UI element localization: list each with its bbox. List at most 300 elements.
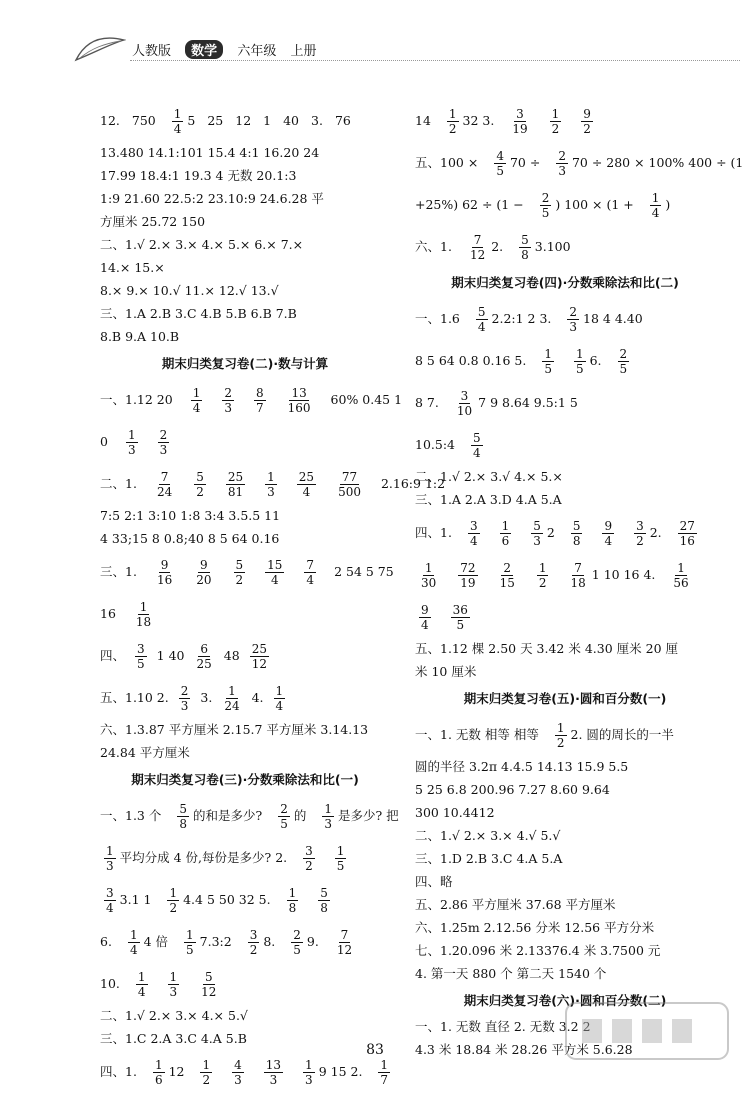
volume-label: 上册 (290, 44, 317, 59)
fraction-group (145, 559, 326, 586)
denominator: 4 (106, 900, 114, 915)
fraction (128, 929, 140, 956)
answer-line (100, 379, 403, 421)
fraction (471, 432, 483, 459)
denominator: 30 (421, 575, 437, 590)
numerator: 1 (551, 106, 560, 121)
section-title: 期末归类复习卷(六)·圆和百分数(二) (463, 992, 667, 1008)
answer-line: 14.× 15.× (100, 260, 165, 276)
answer-line: 5 25 6.8 200.96 7.27 8.60 9.64 (415, 782, 610, 798)
fraction (286, 387, 313, 414)
denominator: 500 (338, 484, 361, 499)
denominator: 5 (336, 858, 345, 873)
answer-line (415, 226, 715, 268)
fraction (650, 192, 662, 219)
edition-label: 人教版 (132, 44, 172, 59)
numerator: 3 (249, 927, 258, 942)
numerator: 7 (160, 469, 169, 484)
fraction (270, 685, 290, 712)
fraction (419, 562, 438, 589)
numerator: 5 (572, 518, 581, 533)
answer-line: 圆的半径 3.2π 4.4.5 14.13 15.9 5.5 (415, 759, 629, 775)
answer-line: 六、1.25m 2.12.56 分米 12.56 平方分米 (415, 920, 655, 936)
fraction (168, 971, 180, 998)
numerator: 13 (291, 385, 307, 400)
text-run: 四、 (100, 647, 126, 663)
text-run: 一、1.3 个 (100, 807, 162, 823)
numerator: 1 (575, 346, 584, 361)
denominator: 2 (305, 858, 313, 873)
fraction (335, 929, 354, 956)
fraction (336, 471, 363, 498)
text-run: 二、1. (100, 475, 137, 491)
numerator: 1 (106, 843, 114, 858)
fraction (167, 887, 179, 914)
text-run: 4.4 5 50 32 5. (183, 891, 271, 907)
numerator: 2 (558, 148, 566, 163)
text-run: 1 (263, 112, 272, 128)
text-run: 3. (200, 689, 213, 705)
fraction (468, 234, 487, 261)
denominator: 8 (572, 533, 581, 548)
denominator: 5 (544, 361, 552, 376)
answer-line (100, 677, 390, 719)
answer-line: 4. 第一天 880 个 第二天 1540 个 (415, 966, 607, 982)
denominator: 4 (473, 445, 481, 460)
answer-line: 二、1.√ 2.× 3.× 4.× 5.× 6.× 7.× (100, 237, 304, 253)
answer-line (100, 837, 390, 879)
denominator: 24 (224, 698, 240, 713)
text-run: 一、1.12 20 (100, 391, 173, 407)
text-run: 0 (100, 433, 108, 449)
denominator: 8 (521, 247, 529, 262)
fraction (175, 685, 195, 712)
numerator: 5 (477, 304, 486, 319)
denominator: 5 (280, 816, 288, 831)
fraction (265, 471, 277, 498)
numerator: 72 (460, 560, 476, 575)
denominator: 2 (556, 735, 565, 750)
fraction (519, 234, 531, 261)
text-run: 五、1.10 2. (100, 689, 169, 705)
text-run: 7 9 8.64 9.5:1 5 (478, 394, 578, 410)
fraction (568, 562, 587, 589)
denominator: 3 (558, 163, 566, 178)
numerator: 5 (204, 969, 213, 984)
answer-line (415, 184, 715, 226)
numerator: 2 (224, 385, 232, 400)
fraction (177, 803, 189, 830)
text-run: 五、100 × (415, 154, 479, 170)
numerator: 3 (137, 641, 145, 656)
fraction (218, 685, 245, 712)
denominator: 12 (251, 656, 267, 671)
text-run: 2. (649, 524, 662, 540)
denominator: 15 (499, 575, 515, 590)
numerator: 9 (604, 518, 613, 533)
denominator: 2 (538, 575, 547, 590)
fraction (322, 803, 334, 830)
denominator: 2 (448, 121, 457, 136)
numerator: 1 (380, 1057, 389, 1072)
fraction (153, 1059, 165, 1086)
numerator: 5 (473, 430, 481, 445)
fraction (468, 520, 480, 547)
text-run: 是多少? 把 (338, 807, 399, 823)
numerator: 1 (139, 599, 148, 614)
section-title: 期末归类复习卷(四)·分数乘除法和比(二) (451, 274, 679, 290)
numerator: 77 (341, 469, 358, 484)
text-run: ) 100 × (1 + (555, 196, 634, 212)
denominator: 4 (306, 572, 315, 587)
numerator: 1 (501, 518, 510, 533)
fraction (278, 803, 290, 830)
watermark-logo (562, 999, 732, 1063)
fraction-group (116, 429, 179, 456)
answer-line: 8.B 9.A 10.B (100, 329, 180, 345)
denominator: 2 (169, 900, 178, 915)
text-run: 6. (100, 933, 112, 949)
fraction (155, 559, 174, 586)
denominator: 12 (336, 942, 353, 957)
text-run: 2.2:1 2 3. (491, 310, 552, 326)
fraction (265, 559, 284, 586)
answer-line (415, 298, 715, 340)
fraction (494, 150, 506, 177)
numerator: 8 (256, 385, 264, 400)
denominator: 3 (305, 1072, 313, 1087)
denominator: 5 (541, 205, 550, 220)
fraction (199, 971, 218, 998)
fraction (222, 685, 241, 712)
answer-line: 8.× 9.× 10.√ 11.× 12.√ 13.√ (100, 283, 279, 299)
numerator: 3 (460, 388, 469, 403)
denominator: 4 (302, 484, 311, 499)
numerator: 1 (129, 927, 138, 942)
answer-line: 米 10 厘米 (415, 664, 477, 680)
denominator: 8 (288, 900, 297, 915)
text-run: 70 ÷ (509, 154, 541, 170)
numerator: 5 (521, 232, 529, 247)
text-run: 12 (235, 112, 252, 128)
answer-line: 二、1.√ 2.× 3.× 4.√ 5.√ (415, 828, 561, 844)
denominator: 3 (324, 816, 332, 831)
denominator: 5 (137, 656, 145, 671)
section-title: 期末归类复习卷(二)·数与计算 (161, 355, 329, 371)
fraction (287, 887, 299, 914)
denominator: 3 (180, 698, 189, 713)
answer-line: 三、1.A 2.A 3.D 4.A 5.A (415, 492, 562, 508)
denominator: 7 (256, 400, 264, 415)
numerator: 1 (336, 843, 345, 858)
numerator: 1 (127, 427, 136, 442)
denominator: 5 (293, 942, 301, 957)
fraction (500, 520, 512, 547)
text-run: 平均分成 4 份,每份是多少? 2. (119, 849, 288, 865)
fraction (155, 471, 174, 498)
answer-line: 五、2.86 平方厘米 37.68 平方厘米 (415, 897, 616, 913)
fraction (556, 150, 568, 177)
fraction (194, 471, 206, 498)
answer-line: 方厘米 25.72 150 (100, 214, 206, 230)
numerator: 1 (651, 190, 660, 205)
numerator: 5 (196, 469, 204, 484)
denominator: 3 (569, 319, 578, 334)
numerator: 5 (533, 518, 541, 533)
denominator: 10 (456, 403, 473, 418)
fraction (451, 604, 470, 631)
leaf-icon (74, 34, 126, 64)
fraction (131, 643, 151, 670)
answer-line: 17.99 18.4:1 19.3 4 无数 20.1:3 (100, 168, 297, 184)
text-run: 32 3. (462, 112, 495, 128)
numerator: 2 (503, 560, 512, 575)
fraction (232, 1059, 244, 1086)
numerator: 1 (424, 560, 433, 575)
denominator: 4 (469, 533, 478, 548)
numerator: 2 (569, 304, 578, 319)
fraction (458, 562, 477, 589)
numerator: 3 (636, 518, 644, 533)
fraction-group (145, 471, 373, 498)
fraction (246, 643, 273, 670)
answer-line (415, 512, 715, 554)
fraction (537, 562, 549, 589)
denominator: 8 (179, 816, 187, 831)
fraction (602, 520, 614, 547)
text-run: 1 10 16 4. (591, 566, 656, 582)
answer-line (415, 424, 715, 466)
answer-line (100, 421, 390, 463)
fraction (254, 387, 266, 414)
denominator: 3 (234, 1072, 242, 1087)
denominator: 3 (267, 484, 275, 499)
fraction (678, 520, 697, 547)
fraction (447, 108, 459, 135)
fraction (274, 685, 286, 712)
numerator: 1 (544, 346, 552, 361)
denominator: 3 (127, 442, 136, 457)
denominator: 2 (583, 121, 591, 136)
text-run: 18 4 4.40 (583, 310, 643, 326)
answer-line (100, 921, 390, 963)
numerator: 1 (267, 469, 275, 484)
denominator: 3 (106, 858, 114, 873)
denominator: 2 (249, 942, 258, 957)
numerator: 1 (305, 1057, 313, 1072)
text-run: 四、1. (100, 1063, 137, 1079)
denominator: 16 (679, 533, 695, 548)
text-run: 9. (306, 933, 319, 949)
text-run: 5 (187, 112, 196, 128)
section-title: 期末归类复习卷(三)·分数乘除法和比(一) (131, 771, 359, 787)
text-run: 3.100 (534, 238, 571, 254)
text-run: 7.3:2 (199, 933, 232, 949)
fraction (476, 306, 488, 333)
numerator: 1 (169, 969, 178, 984)
answer-line (415, 100, 715, 142)
denominator: 3 (169, 984, 178, 999)
text-run: +25%) 62 ÷ (1 − (415, 196, 524, 212)
text-run: 六、1. (415, 238, 452, 254)
answer-line: 4 33;15 8 0.8;40 8 5 64 0.16 (100, 531, 280, 547)
numerator: 7 (306, 557, 315, 572)
denominator: 56 (673, 575, 689, 590)
text-run: 3.1 1 (119, 891, 152, 907)
denominator: 5 (456, 617, 465, 632)
numerator: 5 (235, 557, 244, 572)
numerator: 2 (159, 427, 168, 442)
numerator: 2 (541, 190, 550, 205)
denominator: 19 (460, 575, 476, 590)
fraction (634, 520, 646, 547)
numerator: 2 (180, 683, 189, 698)
text-run: 10. (100, 975, 120, 991)
numerator: 25 (227, 469, 244, 484)
denominator: 5 (619, 361, 628, 376)
text-run: 4 倍 (143, 933, 169, 949)
denominator: 25 (196, 656, 212, 671)
numerator: 36 (452, 602, 468, 617)
numerator: 25 (251, 641, 267, 656)
answer-line (100, 593, 390, 635)
numerator: 1 (556, 720, 565, 735)
denominator: 2 (196, 484, 204, 499)
numerator: 1 (192, 385, 201, 400)
subject-badge: 数学 (185, 40, 223, 59)
denominator: 6 (501, 533, 510, 548)
denominator: 2 (202, 1072, 211, 1087)
fraction (126, 429, 138, 456)
numerator: 1 (275, 683, 284, 698)
fraction (191, 387, 203, 414)
answer-line (415, 714, 715, 756)
text-run: 8 5 64 0.8 0.16 5. (415, 352, 527, 368)
text-run: 16 (100, 605, 116, 621)
section-title: 期末归类复习卷(五)·圆和百分数(一) (463, 690, 667, 706)
fraction (304, 559, 316, 586)
fraction (134, 601, 153, 628)
fraction (297, 471, 316, 498)
fraction (567, 306, 579, 333)
numerator: 15 (267, 557, 283, 572)
text-run: 9 15 2. (318, 1063, 363, 1079)
fraction (378, 1059, 390, 1086)
denominator: 20 (196, 572, 212, 587)
numerator: 3 (106, 885, 114, 900)
denominator: 81 (227, 484, 244, 499)
text-run: 4. (251, 689, 264, 705)
text-run: 12 (168, 1063, 185, 1079)
denominator: 2 (235, 572, 244, 587)
denominator: 2 (636, 533, 644, 548)
text-run: 1 40 (156, 647, 185, 663)
numerator: 3 (469, 518, 478, 533)
answer-line: 24.84 平方厘米 (100, 745, 190, 761)
fraction (191, 643, 218, 670)
text-run: 25 (207, 112, 224, 128)
denominator: 6 (154, 1072, 163, 1087)
denominator: 3 (533, 533, 541, 548)
fraction (136, 971, 148, 998)
denominator: 5 (496, 163, 504, 178)
fraction (455, 390, 474, 417)
numerator: 1 (538, 560, 547, 575)
answer-line (415, 554, 715, 596)
fraction (158, 429, 170, 456)
text-run: 14 (415, 112, 431, 128)
text-run: 8. (263, 933, 276, 949)
fraction (184, 929, 196, 956)
text-run: 一、1. 无数 相等 相等 (415, 726, 539, 742)
fraction (303, 845, 315, 872)
fraction (222, 387, 234, 414)
numerator: 1 (154, 1057, 163, 1072)
fraction (172, 108, 184, 135)
numerator: 3 (305, 843, 313, 858)
text-run: 10.5:4 (415, 436, 455, 452)
denominator: 3 (159, 442, 168, 457)
denominator: 4 (270, 572, 279, 587)
denominator: 5 (186, 942, 194, 957)
answer-line: 7:5 2:1 3:10 1:8 3:4 3.5.5 11 (100, 508, 281, 524)
fraction-group (181, 387, 323, 414)
text-run: 12. (100, 112, 120, 128)
text-run: 3. (311, 112, 323, 128)
denominator: 12 (469, 247, 486, 262)
denominator: 160 (287, 400, 311, 415)
denominator: 4 (651, 205, 660, 220)
answer-line (100, 463, 446, 505)
answer-line (415, 382, 715, 424)
answer-line: 三、1.A 2.B 3.C 4.B 5.B 6.B 7.B (100, 306, 297, 322)
text-run: 三、1. (100, 563, 137, 579)
denominator: 16 (156, 572, 173, 587)
answer-line (100, 795, 399, 837)
numerator: 6 (200, 641, 208, 656)
page-header (80, 30, 740, 64)
answer-line: 六、1.3.87 平方厘米 2.15.7 平方厘米 3.14.13 (100, 722, 369, 738)
numerator: 4 (496, 148, 504, 163)
numerator: 9 (583, 106, 591, 121)
numerator: 7 (340, 927, 349, 942)
numerator: 9 (200, 557, 208, 572)
fraction (510, 108, 529, 135)
text-run: 2 54 5 75 (334, 563, 394, 579)
text-run: 70 ÷ 280 × 100% 400 ÷ (1 (571, 154, 744, 170)
numerator: 1 (173, 106, 182, 121)
text-run: 40 (283, 112, 300, 128)
text-run: 6. (589, 352, 602, 368)
fraction (200, 1059, 212, 1086)
numerator: 9 (160, 557, 169, 572)
answer-line: 一、1. 无数 直径 2. 无数 3.2 2 (415, 1019, 591, 1035)
denominator: 4 (275, 698, 284, 713)
text-run: 750 (131, 112, 156, 128)
fraction (335, 845, 347, 872)
header-divider (130, 60, 740, 61)
fraction (671, 562, 690, 589)
fraction (179, 685, 191, 712)
denominator: 12 (201, 984, 217, 999)
denominator: 7 (380, 1072, 389, 1087)
answer-line (100, 551, 394, 593)
numerator: 9 (421, 602, 429, 617)
fraction (540, 192, 552, 219)
answer-line: 五、1.12 棵 2.50 天 3.42 米 4.30 厘米 20 厘 (415, 641, 678, 657)
answer-line: 300 10.4412 (415, 805, 495, 821)
fraction (248, 929, 260, 956)
